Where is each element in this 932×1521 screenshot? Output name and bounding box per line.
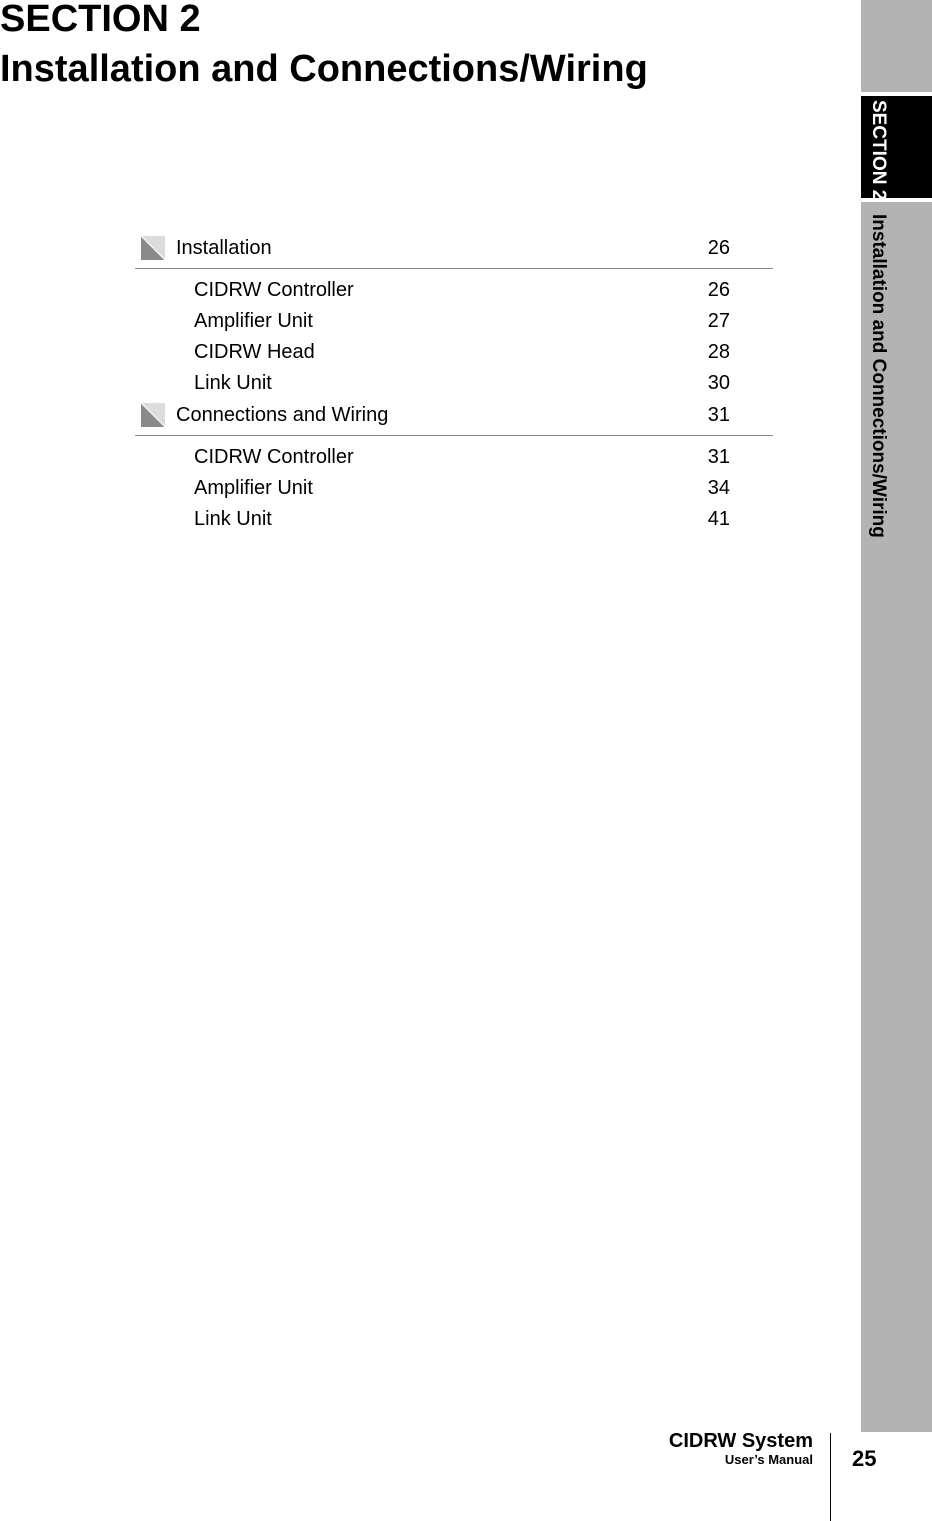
side-tab-section-label: SECTION 2 [868, 100, 889, 201]
toc-item[interactable] [135, 508, 773, 534]
toc-item[interactable] [135, 341, 773, 367]
page-number: 25 [852, 1446, 877, 1471]
toc-item[interactable] [135, 310, 773, 336]
toc-group-page: 26 [707, 237, 730, 259]
toc-item-page: 31 [707, 446, 730, 468]
toc-group-connections-and-wiring[interactable] [135, 399, 773, 436]
footer-product-name: CIDRW System [668, 1430, 813, 1452]
toc-item-page: 41 [707, 508, 730, 530]
toc-item[interactable] [135, 477, 773, 503]
toc-item-label: CIDRW Controller [194, 446, 354, 468]
toc-group-page: 31 [707, 404, 730, 426]
toc-item-page: 30 [707, 372, 730, 394]
toc-item-page: 34 [707, 477, 730, 499]
page-title [0, 0, 648, 94]
footer-divider [830, 1433, 831, 1521]
section-heading: SECTION 2 [0, 0, 201, 40]
toc-item-page: 26 [707, 279, 730, 301]
section-bullet-icon [140, 235, 166, 261]
toc-item[interactable] [135, 279, 773, 305]
toc-item-label: CIDRW Head [194, 341, 315, 363]
toc-item-page: 27 [707, 310, 730, 332]
toc-item[interactable] [135, 372, 773, 398]
footer-manual-name: User’s Manual [724, 1452, 813, 1467]
toc-item-label: Link Unit [194, 508, 272, 530]
toc-item-page: 28 [707, 341, 730, 363]
toc-item[interactable] [135, 446, 773, 472]
toc-group-label: Installation [176, 237, 272, 259]
toc-item-label: Amplifier Unit [194, 310, 313, 332]
toc-item-label: Link Unit [194, 372, 272, 394]
toc-item-label: Amplifier Unit [194, 477, 313, 499]
chapter-heading: Installation and Connections/Wiring [0, 48, 648, 90]
section-side-tab [861, 0, 932, 1432]
toc-group-label: Connections and Wiring [176, 404, 389, 426]
section-bullet-icon [140, 402, 166, 428]
toc-group-installation[interactable] [135, 232, 773, 269]
side-tab-chapter-title: Installation and Connections/Wiring [868, 214, 889, 538]
toc-item-label: CIDRW Controller [194, 279, 354, 301]
